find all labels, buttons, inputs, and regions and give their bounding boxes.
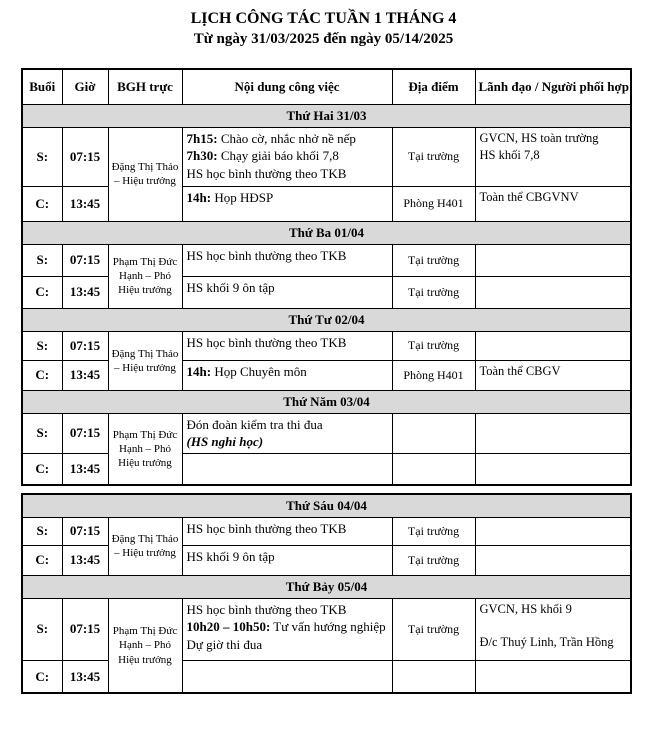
day-band-label: Thứ Tư 02/04: [22, 308, 631, 331]
day-band-thursday: [22, 390, 631, 413]
day-band-label: Thứ Năm 03/04: [22, 390, 631, 413]
bgh-cell: Phạm Thị Đức Hạnh – Phó Hiệu trưởng: [108, 244, 182, 308]
session-cell: S:: [22, 598, 62, 660]
content-line-text: Chào cờ, nhắc nhở nề nếp: [217, 130, 356, 146]
page-subtitle: Từ ngày 31/03/2025 đến ngày 05/14/2025: [193, 30, 454, 47]
content-line: [187, 165, 388, 183]
content-cell: [182, 244, 392, 276]
location-cell: Tại trường: [392, 127, 475, 186]
leader-line: HS khối 7,8: [479, 147, 540, 162]
header-bgh: BGH trực: [108, 69, 182, 104]
content-line-bold: 14h:: [186, 363, 212, 379]
table-row-wednesday-morning: [22, 331, 631, 360]
time-cell: 13:45: [62, 453, 108, 485]
table-header-row: [22, 69, 631, 104]
leader-cell: [475, 244, 631, 276]
table-row-saturday-morning: [22, 598, 631, 660]
session-cell: C:: [22, 453, 62, 485]
content-line-text: Chạy giải báo khối 7,8: [217, 148, 339, 164]
time-cell: 07:15: [62, 127, 108, 186]
content-cell: [182, 186, 392, 221]
content-cell: [182, 453, 392, 485]
leader-line: Toàn thể CBGVNV: [479, 189, 579, 204]
leader-line: Đ/c Thuý Linh, Trần Hồng: [479, 634, 614, 649]
content-line: [187, 433, 388, 451]
header-leader: Lãnh đạo / Người phối hợp: [475, 69, 631, 104]
header-time: Giờ: [62, 69, 108, 104]
location-cell: [392, 660, 475, 693]
day-band-tuesday: [22, 221, 631, 244]
table-row-tuesday-morning: [22, 244, 631, 276]
leader-cell: [475, 276, 631, 308]
leader-cell: [475, 127, 631, 186]
location-cell: Phòng H401: [392, 186, 475, 221]
content-line-text: Họp Chuyên môn: [211, 363, 307, 379]
time-cell: 07:15: [62, 517, 108, 545]
content-line-text: Dự giờ thi đua: [186, 636, 263, 652]
content-line-text: Đón đoàn kiểm tra thi đua: [186, 416, 323, 432]
table-row-thursday-morning: [22, 413, 631, 453]
content-cell: [182, 413, 392, 453]
content-line-bold: 10h20 – 10h50:: [186, 619, 271, 635]
schedule-table-2: [21, 493, 632, 694]
content-line: [187, 416, 388, 434]
session-cell: C:: [22, 276, 62, 308]
session-cell: C:: [22, 360, 62, 390]
bgh-cell: Phạm Thị Đức Hạnh – Phó Hiệu trưởng: [108, 413, 182, 485]
session-cell: S:: [22, 413, 62, 453]
content-line-text: (HS nghỉ học): [186, 434, 264, 450]
content-cell: [182, 331, 392, 360]
content-cell: [182, 127, 392, 186]
leader-cell: [475, 517, 631, 545]
content-line-bold: 7h15:: [186, 130, 218, 146]
leader-cell: [475, 360, 631, 390]
content-line: [187, 130, 388, 148]
content-line: [187, 247, 388, 265]
content-line: [187, 601, 388, 619]
content-line-text: HS khối 9 ôn tập: [186, 279, 275, 295]
location-cell: Tại trường: [392, 517, 475, 545]
location-cell: Tại trường: [392, 598, 475, 660]
time-cell: 13:45: [62, 186, 108, 221]
header-content: Nội dung công việc: [182, 69, 392, 104]
session-cell: C:: [22, 660, 62, 693]
content-line-text: HS học bình thường theo TKB: [186, 247, 347, 263]
content-line-text: HS học bình thường theo TKB: [186, 601, 347, 617]
day-band-wednesday: [22, 308, 631, 331]
content-cell: [182, 360, 392, 390]
time-cell: 07:15: [62, 413, 108, 453]
header-location: Địa điểm: [392, 69, 475, 104]
content-line-bold: 7h30:: [186, 148, 218, 164]
time-cell: 13:45: [62, 276, 108, 308]
session-cell: S:: [22, 127, 62, 186]
content-line-text: Tư vấn hướng nghiệp: [270, 619, 386, 635]
session-cell: S:: [22, 331, 62, 360]
schedule-table-1: [21, 68, 632, 486]
content-line-text: Họp HĐSP: [211, 189, 274, 205]
bgh-cell: Đặng Thị Thảo – Hiệu trưởng: [108, 127, 182, 221]
location-cell: [392, 453, 475, 485]
content-line: [187, 189, 388, 207]
location-cell: Tại trường: [392, 244, 475, 276]
page-title: LỊCH CÔNG TÁC TUẦN 1 THÁNG 4: [190, 10, 457, 27]
session-cell: S:: [22, 517, 62, 545]
header-session: Buổi: [22, 69, 62, 104]
leader-cell: [475, 598, 631, 660]
leader-cell: [475, 413, 631, 453]
time-cell: 13:45: [62, 360, 108, 390]
table-row-friday-morning: [22, 517, 631, 545]
content-line-text: HS học bình thường theo TKB: [186, 520, 347, 536]
table-row-monday-morning: [22, 127, 631, 186]
content-line: [187, 618, 388, 636]
content-line-bold: 14h:: [186, 189, 212, 205]
day-band-label: Thứ Hai 31/03: [22, 104, 631, 127]
leader-line: Toàn thể CBGV: [479, 363, 561, 378]
leader-cell: [475, 331, 631, 360]
content-cell: [182, 660, 392, 693]
content-line: [187, 334, 388, 352]
day-band-saturday: [22, 575, 631, 598]
leader-line: GVCN, HS toàn trường: [479, 130, 599, 145]
time-cell: 13:45: [62, 660, 108, 693]
content-line-text: HS học bình thường theo TKB: [186, 165, 347, 181]
leader-cell: [475, 545, 631, 575]
content-line: [187, 279, 388, 297]
day-band-label: Thứ Sáu 04/04: [22, 494, 631, 517]
bgh-cell: Đặng Thị Thảo – Hiệu trưởng: [108, 517, 182, 575]
day-band-monday: [22, 104, 631, 127]
leader-cell: [475, 186, 631, 221]
day-band-label: Thứ Bảy 05/04: [22, 575, 631, 598]
session-cell: C:: [22, 186, 62, 221]
content-line: [187, 520, 388, 538]
content-cell: [182, 545, 392, 575]
location-cell: Tại trường: [392, 276, 475, 308]
time-cell: 13:45: [62, 545, 108, 575]
content-cell: [182, 276, 392, 308]
day-band-friday: [22, 494, 631, 517]
leader-cell: [475, 453, 631, 485]
time-cell: 07:15: [62, 331, 108, 360]
content-line: [187, 363, 388, 381]
bgh-cell: Phạm Thị Đức Hạnh – Phó Hiệu trưởng: [108, 598, 182, 693]
location-cell: Tại trường: [392, 545, 475, 575]
bgh-cell: Đặng Thị Thảo – Hiệu trưởng: [108, 331, 182, 390]
leader-cell: [475, 660, 631, 693]
location-cell: Tại trường: [392, 331, 475, 360]
location-cell: [392, 413, 475, 453]
content-line: [187, 636, 388, 654]
time-cell: 07:15: [62, 598, 108, 660]
content-cell: [182, 517, 392, 545]
content-line: [187, 548, 388, 566]
time-cell: 07:15: [62, 244, 108, 276]
session-cell: C:: [22, 545, 62, 575]
content-line: [187, 147, 388, 165]
content-cell: [182, 598, 392, 660]
leader-line: GVCN, HS khối 9: [479, 601, 572, 616]
content-line-text: HS khối 9 ôn tập: [186, 548, 275, 564]
day-band-label: Thứ Ba 01/04: [22, 221, 631, 244]
location-cell: Phòng H401: [392, 360, 475, 390]
content-line-text: HS học bình thường theo TKB: [186, 334, 347, 350]
session-cell: S:: [22, 244, 62, 276]
